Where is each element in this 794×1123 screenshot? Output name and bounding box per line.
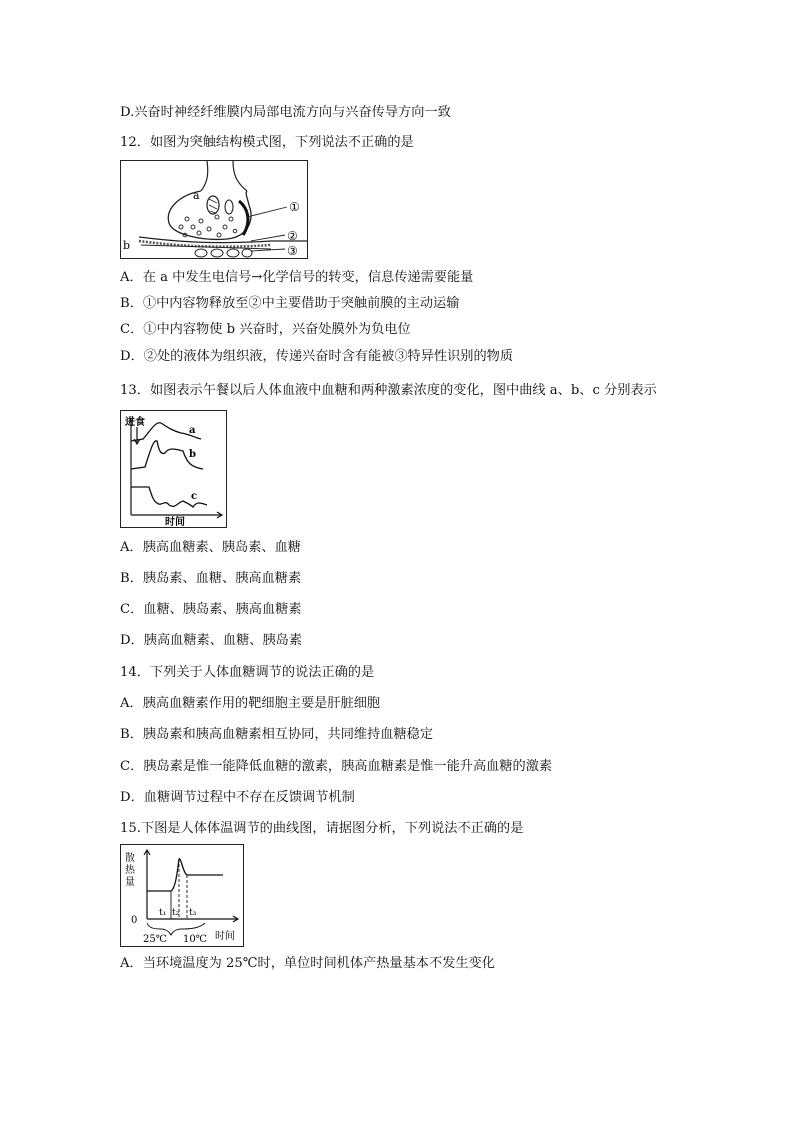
label-2: ② [287,229,298,243]
q15-stem: 15.下图是人体体温调节的曲线图，请据图分析，下列说法不正确的是 [120,821,524,836]
heat-curve [147,859,223,891]
label-a: a [193,189,200,202]
q12-option-c: C．①中内容物使 b 兴奋时，兴奋处膜外为负电位 [120,322,411,337]
synapse-figure [120,160,308,259]
q14-option-d: D．血糖调节过程中不存在反馈调节机制 [120,790,355,805]
blood-sugar-figure [120,410,227,528]
label-c: c [191,491,198,502]
y-label-2: 热 [125,865,135,876]
label-b: b [123,239,131,252]
origin-label: 0 [131,915,138,926]
x-axis-label: 时间 [215,931,235,942]
q14-stem: 14．下列关于人体血糖调节的说法正确的是 [120,665,375,680]
q14-option-a: A．胰高血糖素作用的靶细胞主要是肝脏细胞 [120,696,381,711]
q11-option-d: D.兴奋时神经纤维膜内局部电流方向与兴奋传导方向一致 [120,105,451,120]
heat-dissipation-figure [120,844,244,947]
q13-option-b: B．胰岛素、血糖、胰高血糖素 [120,571,302,586]
x-axis-label: 时间 [165,517,185,527]
q13-stem: 13．如图表示午餐以后人体血液中血糖和两种激素浓度的变化，图中曲线 a、b、c 分别表示 [120,383,657,398]
q14-option-c: C．胰岛素是惟一能降低血糖的激素，胰高血糖素是惟一能升高血糖的激素 [120,759,553,774]
label-a: a [189,425,196,436]
q13-option-a: A．胰高血糖素、胰岛素、血糖 [120,540,301,555]
q15-option-a: A．当环境温度为 25℃时，单位时间机体产热量基本不发生变化 [120,956,495,971]
label-eat: 进食 [125,417,145,428]
label-b: b [189,449,196,460]
temp-25-label: 25℃ [143,934,167,945]
label-3: ③ [287,244,298,258]
y-label-3: 量 [125,877,135,888]
q12-option-d: D．②处的液体为组织液，传递兴奋时含有能被③特异性识别的物质 [120,349,514,364]
t2-label: t₂ [172,908,180,918]
temp-10-label: 10℃ [183,934,207,945]
t1-label: t₁ [159,908,167,918]
label-1: ① [289,200,300,214]
t3-label: t₃ [189,908,197,918]
q14-option-b: B．胰岛素和胰高血糖素相互协同，共同维持血糖稳定 [120,727,434,742]
q12-option-a: A．在 a 中发生电信号→化学信号的转变，信息传递需要能量 [120,270,474,285]
y-label-1: 散 [125,853,135,864]
q12-option-b: B．①中内容物释放至②中主要借助于突触前膜的主动运输 [120,296,460,311]
q13-option-c: C．血糖、胰岛素、胰高血糖素 [120,602,302,617]
q13-option-d: D．胰高血糖素、血糖、胰岛素 [120,633,303,648]
q12-stem: 12．如图为突触结构模式图，下列说法不正确的是 [120,135,414,150]
